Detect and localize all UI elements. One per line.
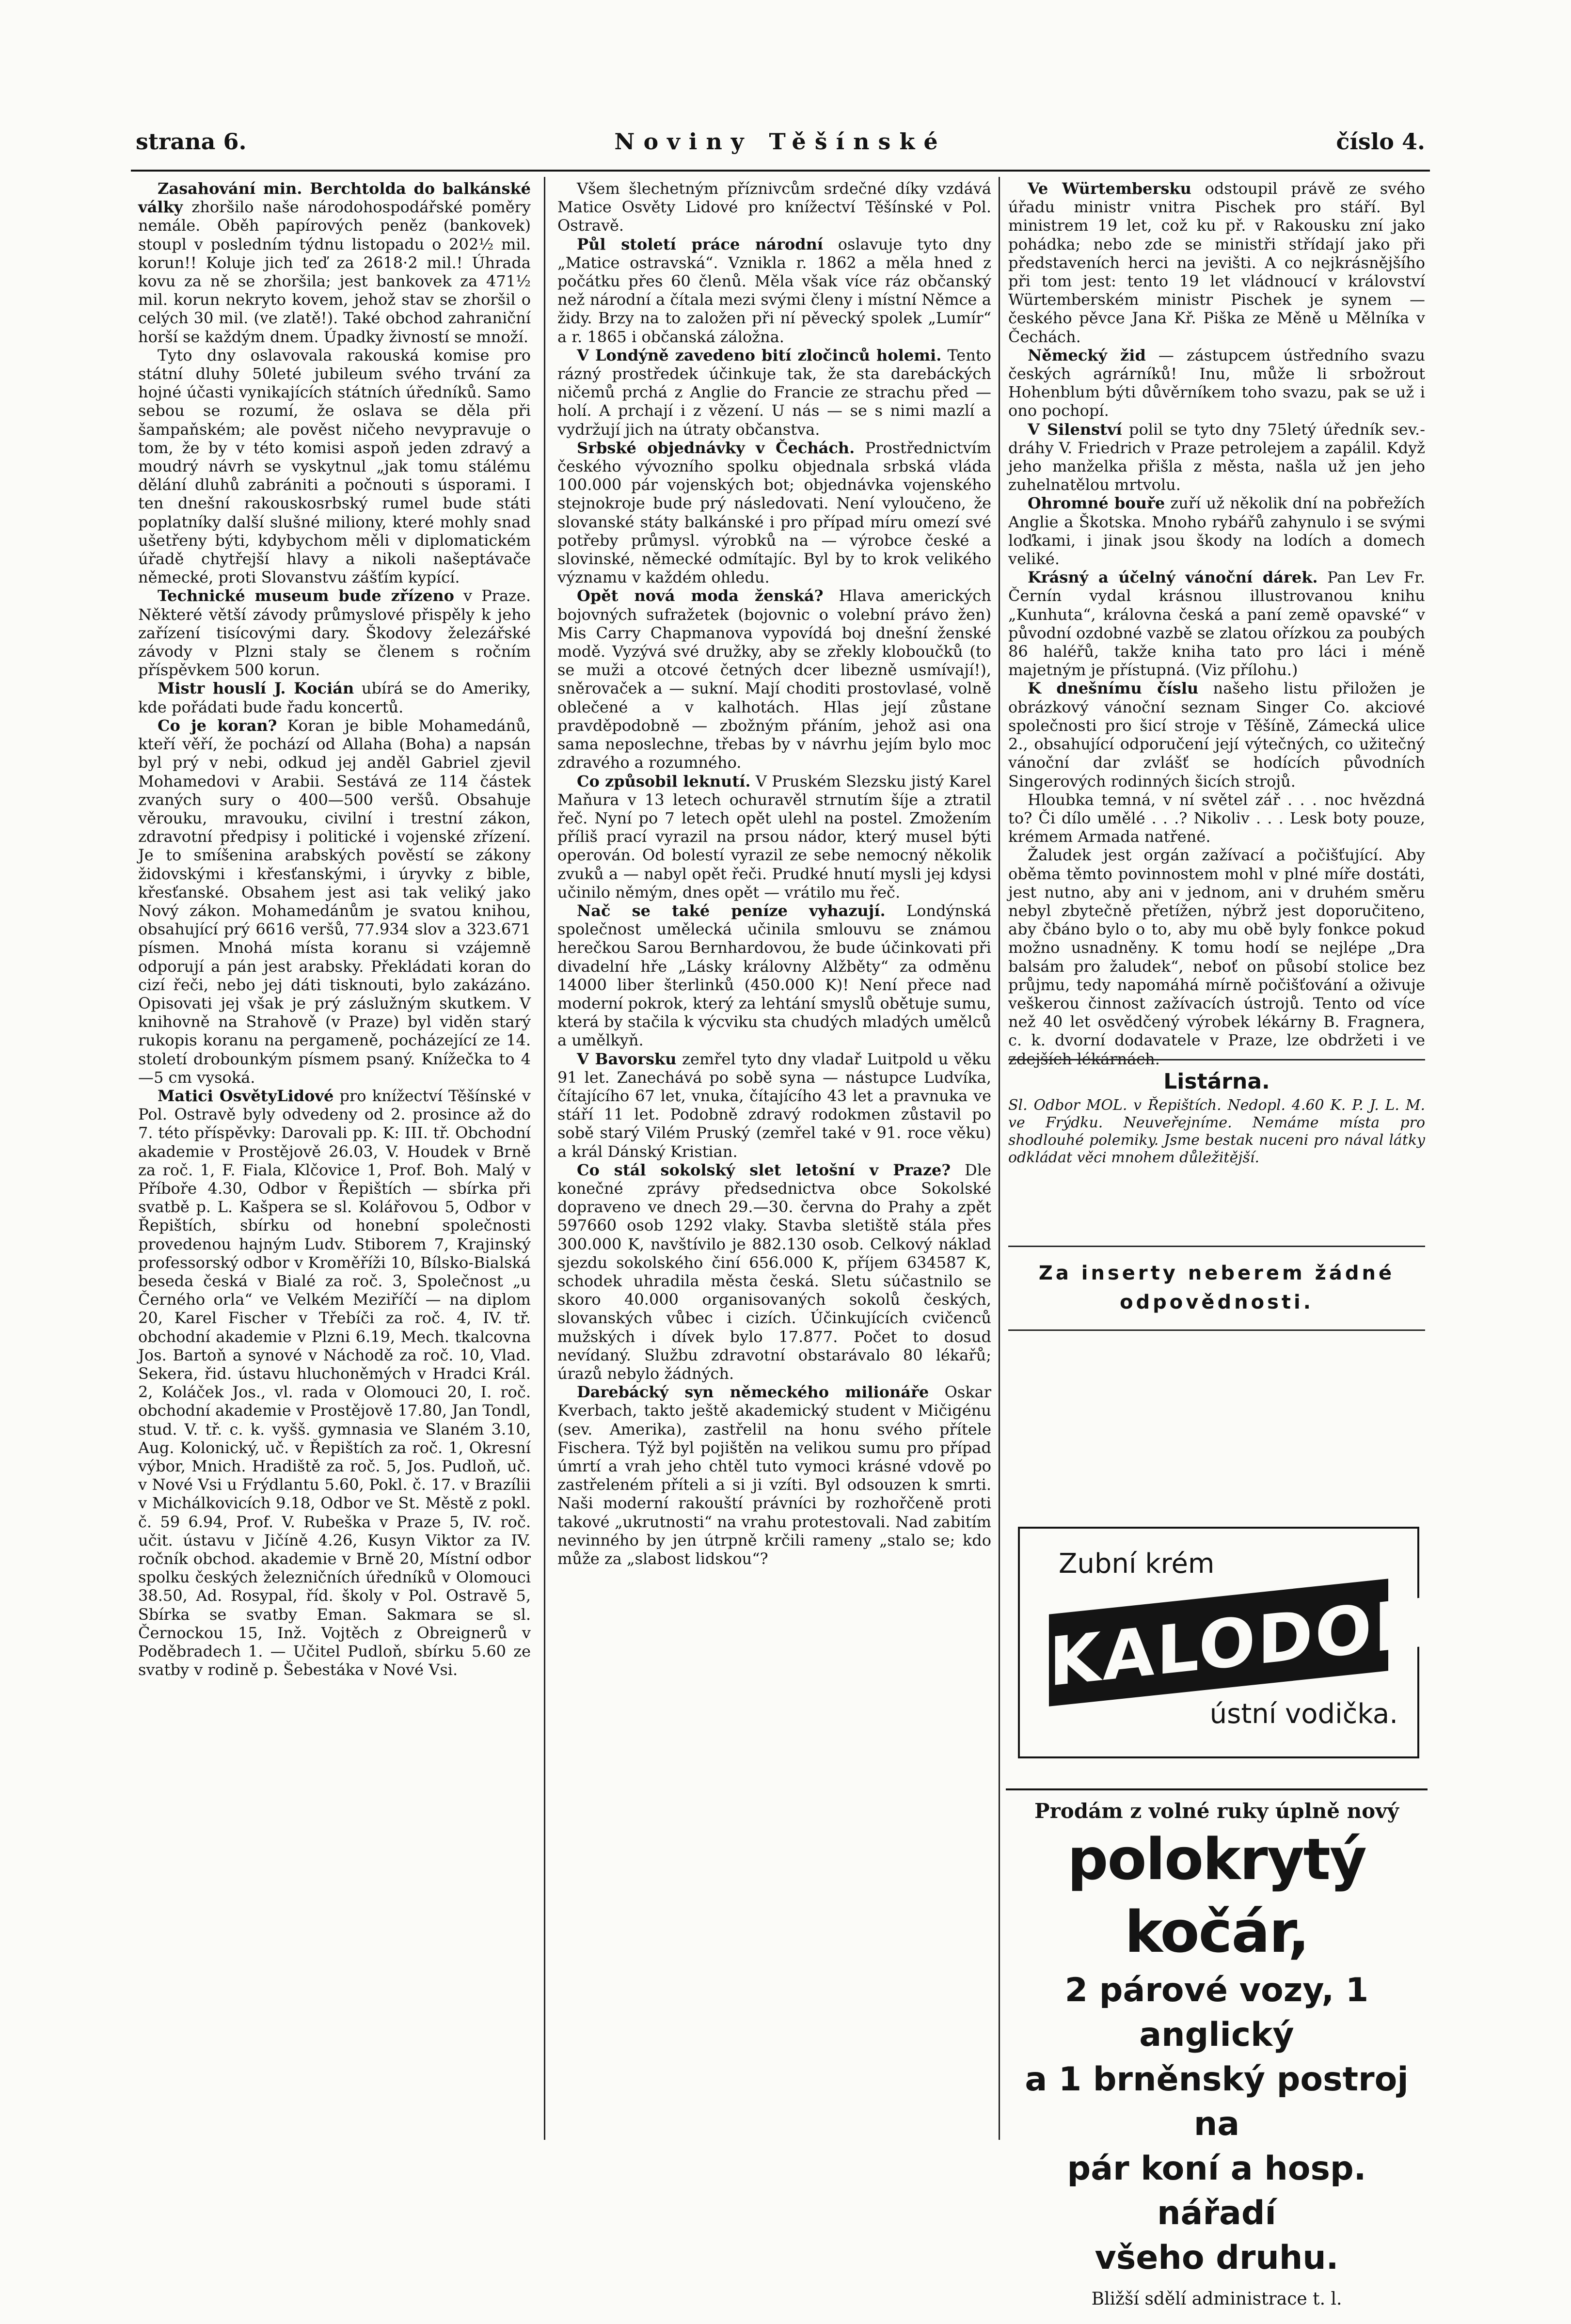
article-text: v Praze. Některé větší závody průmyslové přispěly k jeho zařízení tisícovými dary. Škodovy železářské závody v Plzni staly se členem s ročním příspěvkem 500 korun.	[138, 586, 531, 680]
article-paragraph	[1008, 179, 1425, 346]
article-text: Prostřednictvím českého vývozního spolku objednala srbská vláda 100.000 pár vojenských bot; objednávka vojenského stejnokroje bude prý následovati. Není vyloučeno, že slovanské státy balkánské i pro případ míru omezí své potřeby průmysl. výrobků na — výrobce české a slovinské, německé odmítajíc. Byl by to krok velikého významu v každém ohledu.	[557, 438, 992, 587]
article-paragraph	[138, 716, 531, 1087]
sale-intro: Prodám z volné ruky úplně nový	[1034, 1799, 1399, 1823]
article-paragraph	[138, 179, 531, 346]
column-divider	[999, 177, 1000, 2140]
sale-headline: polokrytý kočár,	[1067, 1826, 1366, 1965]
article-paragraph	[557, 439, 991, 587]
column-divider	[544, 177, 545, 2140]
newspaper-title: Noviny Těšínské	[614, 128, 947, 155]
kalodont-ad	[1018, 1527, 1479, 1758]
article-column-2	[557, 179, 991, 2142]
article-headline: V Londýně zavedeno bití zločinců holemi.	[577, 346, 942, 364]
article-headline: Opět nová moda ženská?	[577, 586, 824, 605]
article-text: zemřel tyto dny vladař Luitpold u věku 91 let. Zanechává po sobě syna — nástupce Ludvíka, čítajícího 67 let, vnuka, čítajícího 43 let a pravnuka ve stáří 11 let. Podobně zdravý rodokmen zůstavil po sobě starý Vilém Pruský (zemřel také v 91. roce věku) a král Dánský Kristian.	[557, 1049, 992, 1161]
article-text: oslavuje tyto dny „Matice ostravská“. Vznikla r. 1862 a měla hned z počátku přes 60 členů. Měla však více ráz občanský než národní a čítala mezi svými členy i místní Němce a židy. Brzy na to založen při ní pěvecký spolek „Lumír“ a r. 1865 i občanská záložna.	[557, 235, 992, 346]
letters-section	[1008, 1059, 1425, 1224]
article-headline: V Bavorsku	[577, 1049, 677, 1068]
sale-line-5: pár koní a hosp. nářadí	[1067, 2150, 1366, 2232]
article-paragraph	[557, 1161, 991, 1383]
article-headline: Co je koran?	[158, 716, 277, 735]
article-column-3	[1008, 179, 1426, 1068]
article-text: Tento rázný prostředek účinkuje tak, že sta darebáckých ničemů prchá z Anglie do Francie ze strachu před — holí. A prchají i z vězení. U nás — se s nimi mazlí a vydržují jich na útraty občanstva.	[557, 346, 992, 439]
article-text: Hlava amerických bojovných sufražetek (bojovnic o volební právo žen) Mis Carry Chapmanova vypovídá boj dnešní ženské modě. Vyzývá své družky, aby se zřekly kloboučků (to se muži a otcové četných dcer libezně usmívají!), sněrovaček a — sukní. Mají choditi prostovlasé, volně oblečené a v kalhotách. Hlas její zůstane pravděpodobně — zbožným přáním, jehož asi ona sama neposlechne, třebas by v návrhu jejím bylo moc zdravého a rozumného.	[557, 586, 992, 772]
article-headline: Ohromné bouře	[1028, 494, 1165, 513]
issue-number: číslo 4.	[1336, 128, 1425, 155]
insert-disclaimer	[1008, 1246, 1425, 1331]
page-number: strana 6.	[136, 128, 247, 155]
letters-text: Sl. Odbor MOL. v Řepištích. Nedopl. 4.60 K. P. J. L. M. ve Frýdku. Neuveřejníme. Nemáme místa pro shodlouhé polemiky. Jsme bestak nuceni pro nával látky odkládat věci mnohem důležitější.	[1008, 1097, 1425, 1166]
article-text: Žaludek jest orgán zažívací a počišťující. Aby oběma těmto povinnostem mohl v plné míře dostáti, jest nutno, aby ani v jednom, ani v druhém směru nebyl zbytečně přetížen, nýbrž jest doporučiteno, aby čbáno bylo o to, aby mu obě byly fonkce pokud možno usnadněny. K tomu hodí se nejlépe „Dra balsám pro žaludek“, neboť on působí stolice bez průjmu, tedy napomáhá mírně počišťování a oživuje veškerou činnost zažívacích ústrojů. Tento od více než 40 let osvědčený výrobek lékárny B. Fragnera, c. k. dvorní dodavatele v Praze, lze obdržeti i ve zdejších lékárnách.	[1008, 846, 1425, 1068]
sale-contact: Bližší sdělí administrace t. l.	[1091, 2289, 1342, 2309]
article-headline: Zasahování min. Berchtolda do balkánské války	[138, 179, 531, 217]
article-text: odstoupil právě ze svého úřadu ministr vnitra Pischek pro stáří. Byl ministrem 19 let, což ku př. v Rakousku zní jako pohádka; nebo zde se ministři střídají jako při představeních herci na jevišti. A co nejkrásnějšího při tom jest: tento 19 let vládnoucí v království Würtemberském ministr Pischek je synem — českého pěvce Jana Kř. Piška ze Měně u Mělníka v Čechách.	[1008, 179, 1426, 346]
article-text: našeho listu přiložen je obrázkový vánoční seznam Singer Co. akciové společnosti pro šicí stroje v Těšíně, Zámecká ulice 2., obsahující odporučení její výtečných, co užitečný vánoční dar zvlášť se hodících původních Singerových rodinných šicích strojů.	[1008, 679, 1426, 790]
article-text: V Pruském Slezsku jistý Karel Maňura v 13 letech ochuravěl strnutím šíje a ztratil řeč. Nyní po 7 letech opět ulehl na postel. Zmožením příliš prací vyrazil na prsou nádor, který musel býti operován. Od bolestí vyrazil ze sebe nemocný několik zvuků a — nabyl opět řeči. Prudké hnutí mysli jej kdysi učinilo němým, dnes opět — vrátilo mu řeč.	[557, 772, 992, 901]
article-paragraph	[557, 586, 991, 772]
kalodont-bottom-text: ústní vodička.	[1209, 1698, 1398, 1730]
article-headline: Nač se také peníze vyhazují.	[577, 901, 886, 920]
article-paragraph	[1008, 494, 1425, 568]
article-text: polil se tyto dny 75letý úředník sev.-dráhy V. Friedrich v Praze petrolejem a zapálil. Když jeho manželka přišla z města, našla už jen jeho zuhelnatělou mrtvolu.	[1008, 420, 1426, 494]
article-text: Koran je bible Mohamedánů, kteří věří, že pochází od Allaha (Boha) a napsán byl prý v nebi, odkud jej anděl Gabriel zjevil Mohamedovi v Arabii. Sestává ze 114 částek zvaných sury o 400—500 veršů. Obsahuje věrouku, mravouku, civilní i trestní zákon, zdravotní předpisy i politické i vojenské zřízení. Je to smíšenina arabských pověstí se zákony židovskými i křesťanskými, i úryvky z bible, křesťanské. Obsahem jest asi tak veliký jako Nový zákon. Mohamedánům je svatou knihou, obsahující prý 6616 veršů, 77.934 slov a 323.671 písmen. Mnohá místa koranu si vzájemně odporují a pán jest arabsky. Překládati koran do cizí řeči, nebo jej dáti tisknouti, bylo zakázáno. Opisovati jej však je prý záslužným skutkem. V knihovně na Strahově (v Praze) byl viděn starý rukopis koranu na pergameně, pocházející ze 14. století drobounkým písmem psaný. Knížečka to 4—5 cm vysoká.	[138, 716, 531, 1087]
article-paragraph	[1008, 790, 1425, 846]
article-paragraph	[557, 1050, 991, 1161]
article-headline: Krásný a účelný vánoční dárek.	[1028, 568, 1318, 587]
article-paragraph	[1008, 420, 1425, 494]
article-headline: Mistr houslí J. Kocián	[158, 679, 354, 698]
kalodont-logo: KALODONT	[1049, 1578, 1479, 1702]
article-headline: Půl století práce národní	[577, 235, 824, 253]
article-headline: Co stál sokolský slet letošní v Praze?	[577, 1160, 951, 1179]
sale-line-3: 2 párové vozy, 1 anglický	[1064, 1971, 1369, 2054]
article-headline: Darebácký syn německého milionáře	[577, 1383, 929, 1402]
article-paragraph	[1008, 568, 1425, 679]
article-paragraph	[138, 679, 531, 716]
article-paragraph	[1008, 846, 1425, 1068]
article-paragraph	[138, 346, 531, 587]
article-headline: K dnešnímu číslu	[1028, 679, 1199, 698]
article-paragraph	[557, 1383, 991, 1568]
article-text: ubírá se do Ameriky, kde pořádati bude řadu koncertů.	[138, 679, 531, 716]
sale-line-4: a 1 brněnský postroj na	[1025, 2060, 1409, 2143]
article-headline: Co způsobil leknutí.	[577, 772, 751, 790]
article-headline: V Silenství	[1028, 420, 1122, 439]
article-paragraph	[138, 1087, 531, 1679]
article-paragraph	[557, 772, 991, 901]
article-text: Dle konečné zprávy předsednictva obce Sokolské dopraveno ve dnech 29.—30. června do Prahy a zpět 597660 osob 1292 vlaky. Stavba sletiště stála přes 300.000 K, navštívilo je 882.130 osob. Celkový náklad sjezdu sokolského činí 656.000 K, příjem 634587 K, schodek uhradila města česká. Sletu súčastnilo se skoro 40.000 organisovaných sokolů českých, slovanských vůbec i cizích. Účinkujících cvičenců mužských i dívek bylo 17.877. Počet to dosud nevídaný. Službu zdravotní obstarávalo 80 lékařů; úrazů nebylo žádných.	[557, 1160, 992, 1383]
sale-line-6: všeho druhu.	[1095, 2239, 1339, 2277]
article-text: zuří už několik dní na pobřežích Anglie a Škotska. Mnoho rybářů zahynulo i se svými loďkami, i jinak jsou škody na lodích a domech veliké.	[1008, 494, 1426, 569]
article-headline: Matici OsvětyLidové	[158, 1086, 334, 1105]
article-paragraph	[557, 346, 991, 439]
article-text: — zástupcem ústředního svazu českých agrárníků! Inu, může li srbožrout Hohenblum býti důvěrníkem toho svazu, pak se už i ono pochopí.	[1008, 346, 1426, 420]
disclaimer-line-2: odpovědnosti.	[1120, 1291, 1314, 1313]
article-column-1	[138, 179, 531, 2142]
article-headline: Ve Würtembersku	[1028, 179, 1191, 198]
letters-title: Listárna.	[1163, 1069, 1270, 1094]
article-paragraph	[557, 901, 991, 1050]
page-header	[136, 124, 1425, 162]
article-text: Londýnská společnost umělecká učinila smlouvu se známou herečkou Sarou Bernhardovou, že bude účinkovati při divadelní hře „Lásky královny Alžběty“ za odměnu 14000 liber šterlinků (450.000 K)! Není přece nad moderní pokrok, který za lehtání smyslů obětuje sumu, která by stačila k výcviku sta chudých mladých umělců a umělkyň.	[557, 901, 991, 1050]
article-text: pro knížectví Těšínské v Pol. Ostravě byly odvedeny od 2. prosince až do 7. této příspěvky: Darovali pp. K: III. tř. Obchodní akademie v Prostějově 26.03, V. Houdek v Brně za roč. 1, F. Fiala, Klčovice 1, Prof. Boh. Malý v Příboře 4.30, Odbor v Řepištích — sbírka při svatbě p. L. Kašpera se sl. Kolářovou 5, Odbor v Řepištích, sbírku od honební společnosti provedenou hajným Ludv. Stiborem 7, Krajinský professorský odbor v Kroměříži 10, Bílsko-Bialská beseda česká v Bialé za roč. 3, Společnost „u Černého orla“ ve Velkém Meziříčí — na diplom 20, Karel Fischer v Třebíči za roč. 4, IV. tř. obchodní akademie v Plzni 6.19, Mech. tkalcovna Jos. Bartoň a synové v Náchodě za roč. 10, Vlad. Sekera, řid. ústavu hluchoněmých v Hradci Král. 2, Koláček Jos., vl. rada v Olomouci 20, I. roč. obchodní akademie v Prostějově 17.80, Jan Tondl, stud. V. tř. c. k. vyšš. gymnasia ve Slaném 3.10, Aug. Kolonický, uč. v Řepištích za roč. 1, Okresní výbor, Mnich. Hradiště za roč. 5, Jos. Pudloň, uč. v Nové Vsi u Frýdlantu 5.60, Pokl. č. 17. v Brazílii v Michálkovicích 9.18, Odbor ve St. Městě z pokl. č. 59 6.94, Prof. V. Rubeška v Praze 5, IV. roč. učit. ústavu v Jičíně 4.26, Kusyn Viktor za IV. ročník obchod. akademie v Brně 20, Místní odbor spolku českých železničních úředníků v Olomouci 38.50, Ad. Rosypal, říd. školy v Pol. Ostravě 5, Sbírka se svatby Eman. Sakmara se sl. Černockou 15, Inž. Vojtěch z Obreignerů v Poděbradech 1. — Učitel Pudloň, sbírku 5.60 ze svatby v rodině p. Šebestáka v Nové Vsi.	[138, 1086, 531, 1679]
kalodont-top-text: Zubní krém	[1059, 1548, 1215, 1580]
article-paragraph	[138, 586, 531, 679]
article-text: Oskar Kverbach, takto ještě akademický student v Mičigénu (sev. Amerika), zastřelil na honu svého přítele Fischera. Týž byl pojištěn na velikou sumu pro případ úmrtí a vrah jeho chtěl tuto vymoci krásné vdově po zastřeleném příteli a si ji vzíti. Byl odsouzen k smrti. Naši moderní rakouští právníci by rozhořčeně proti takové „ukrutnosti“ na vrahu protestovali. Nad zabitím nevinného by jen útrpně krčili rameny „stalo se; kdo může za „slabost lidskou“?	[557, 1383, 991, 1568]
article-text: zhoršilo naše národohospodářské poměry nemále. Oběh papírových peněz (bankovek) stoupl v posledním týdnu listopadu o 202½ mil. korun!! Koluje jich teď za 2618·2 mil.! Úhrada kovu za ně se zhoršila; jest bankovek za 471½ mil. korun nekryto kovem, jehož stav se zhoršil o celých 30 mil. (ve zlatě!). Také obchod zahraniční horší se každým dnem. Úpadky živností se množí.	[138, 198, 531, 346]
article-text: Hloubka temná, v ní světel zář . . . noc hvězdná to? Či dílo umělé . . .? Nikoliv . . . Lesk boty pouze, krémem Armada natřené.	[1008, 790, 1425, 846]
article-paragraph	[557, 179, 991, 235]
article-text: Všem šlechetným příznivcům srdečné díky vzdává Matice Osvěty Lidové pro knížectví Těšínské v Pol. Ostravě.	[557, 179, 991, 235]
header-rule	[131, 170, 1430, 172]
carriage-sale-ad	[1006, 1788, 1428, 2309]
article-paragraph	[557, 235, 991, 346]
article-paragraph	[1008, 346, 1425, 420]
article-paragraph	[1008, 679, 1425, 790]
article-headline: Německý žid	[1028, 346, 1146, 364]
article-headline: Technické museum bude zřízeno	[158, 586, 454, 605]
article-text: Tyto dny oslavovala rakouská komise pro státní dluhy 50leté jubileum svého trvání za hojné účasti vynikajících státních úředníků. Samo sebou se rozumí, že oslava se děla při šampaňském; ale pověst ničeho nevypravuje o tom, že by v této komisi aspoň jeden zdravý a moudrý návrh se vyskytnul „jak tomu stálému dělání dluhů zabrániti a počnouti s úsporami. I ten dnešní rakouskosrbský rumel bude státi poplatníky další slušné miliony, které mohly snad ušetřeny býti, kdybychom měli v diplomatickém úřadě chytřejší hlavy a nikoli našeptávače německé, proti Slovanstvu zášťím kypící.	[138, 346, 531, 587]
article-text: Pan Lev Fr. Černín vydal krásnou illustrovanou knihu „Kunhuta“, královna česká a paní země opavské“ v původní ozdobné vazbě se zlatou ořízkou za poubých 86 haléřů, takže kniha tato pro láci i méně majetným je přístupná. (Viz přílohu.)	[1008, 568, 1426, 680]
disclaimer-line-1: Za inserty neberem žádné	[1038, 1262, 1395, 1284]
section-rule	[1008, 1059, 1425, 1060]
article-headline: Srbské objednávky v Čechách.	[577, 438, 855, 457]
